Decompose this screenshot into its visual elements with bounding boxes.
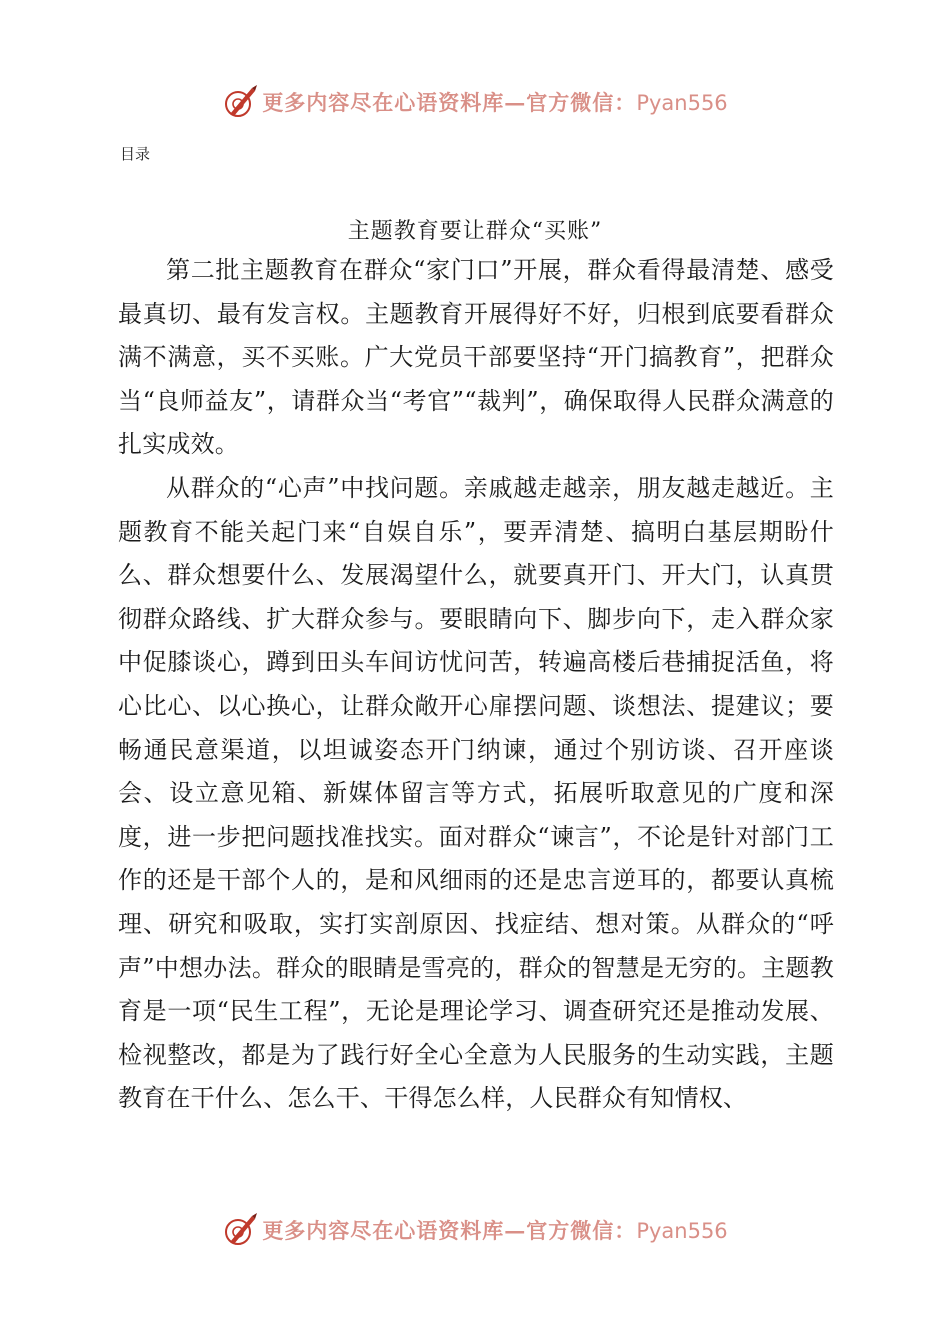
footer-banner-text: 更多内容尽在心语资料库—官方微信：Pyan556: [262, 1218, 728, 1243]
article-title: 主题教育要让群众“买账”: [347, 219, 603, 244]
quill-logo-icon: [222, 1212, 258, 1248]
paragraph: 从群众的“心声”中找问题。亲戚越走越亲，朋友越走越近。主题教育不能关起门来“自娱自乐”，要弄清楚、搞明白基层期盼什么、群众想要什么、发展渴望什么，就要真开门、开大门，认真贯彻群众路线、扩大群众参与。要眼睛向下、脚步向下，走入群众家中促膝谈心，蹲到田头车间访忧问苦，转遍高楼后巷捕捉活鱼，将心比心、以心换心，让群众敞开心扉摆问题、谈想法、提建议；要畅通民意渠道，以坦诚姿态开门纳谏，通过个别访谈、召开座谈会、设立意见箱、新媒体留言等方式，拓展听取意见的广度和深度，进一步把问题找准找实。面对群众“谏言”，不论是针对部门工作的还是干部个人的，是和风细雨的还是忠言逆耳的，都要认真梳理、研究和吸取，实打实剖原因、找症结、想对策。从群众的“呼声”中想办法。群众的眼睛是雪亮的，群众的智慧是无穷的。主题教育是一项“民生工程”，无论是理论学习、调查研究还是推动发展、检视整改，都是为了践行好全心全意为人民服务的生动实践，主题教育在干什么、怎么干、干得怎么样，人民群众有知情权、: [118, 473, 834, 1113]
article-body: [118, 249, 834, 1121]
header-banner-text: 更多内容尽在心语资料库—官方微信：Pyan556: [262, 90, 728, 115]
footer-watermark-banner: [0, 1210, 950, 1250]
toc-label: 目录: [120, 145, 151, 163]
header-watermark-banner: [0, 82, 950, 122]
quill-logo-icon: [222, 84, 258, 120]
paragraph: 第二批主题教育在群众“家门口”开展，群众看得最清楚、感受最真切、最有发言权。主题教育开展得好不好，归根到底要看群众满不满意，买不买账。广大党员干部要坚持“开门搞教育”，把群众当“良师益友”，请群众当“考官”“裁判”，确保取得人民群众满意的扎实成效。: [118, 256, 834, 459]
